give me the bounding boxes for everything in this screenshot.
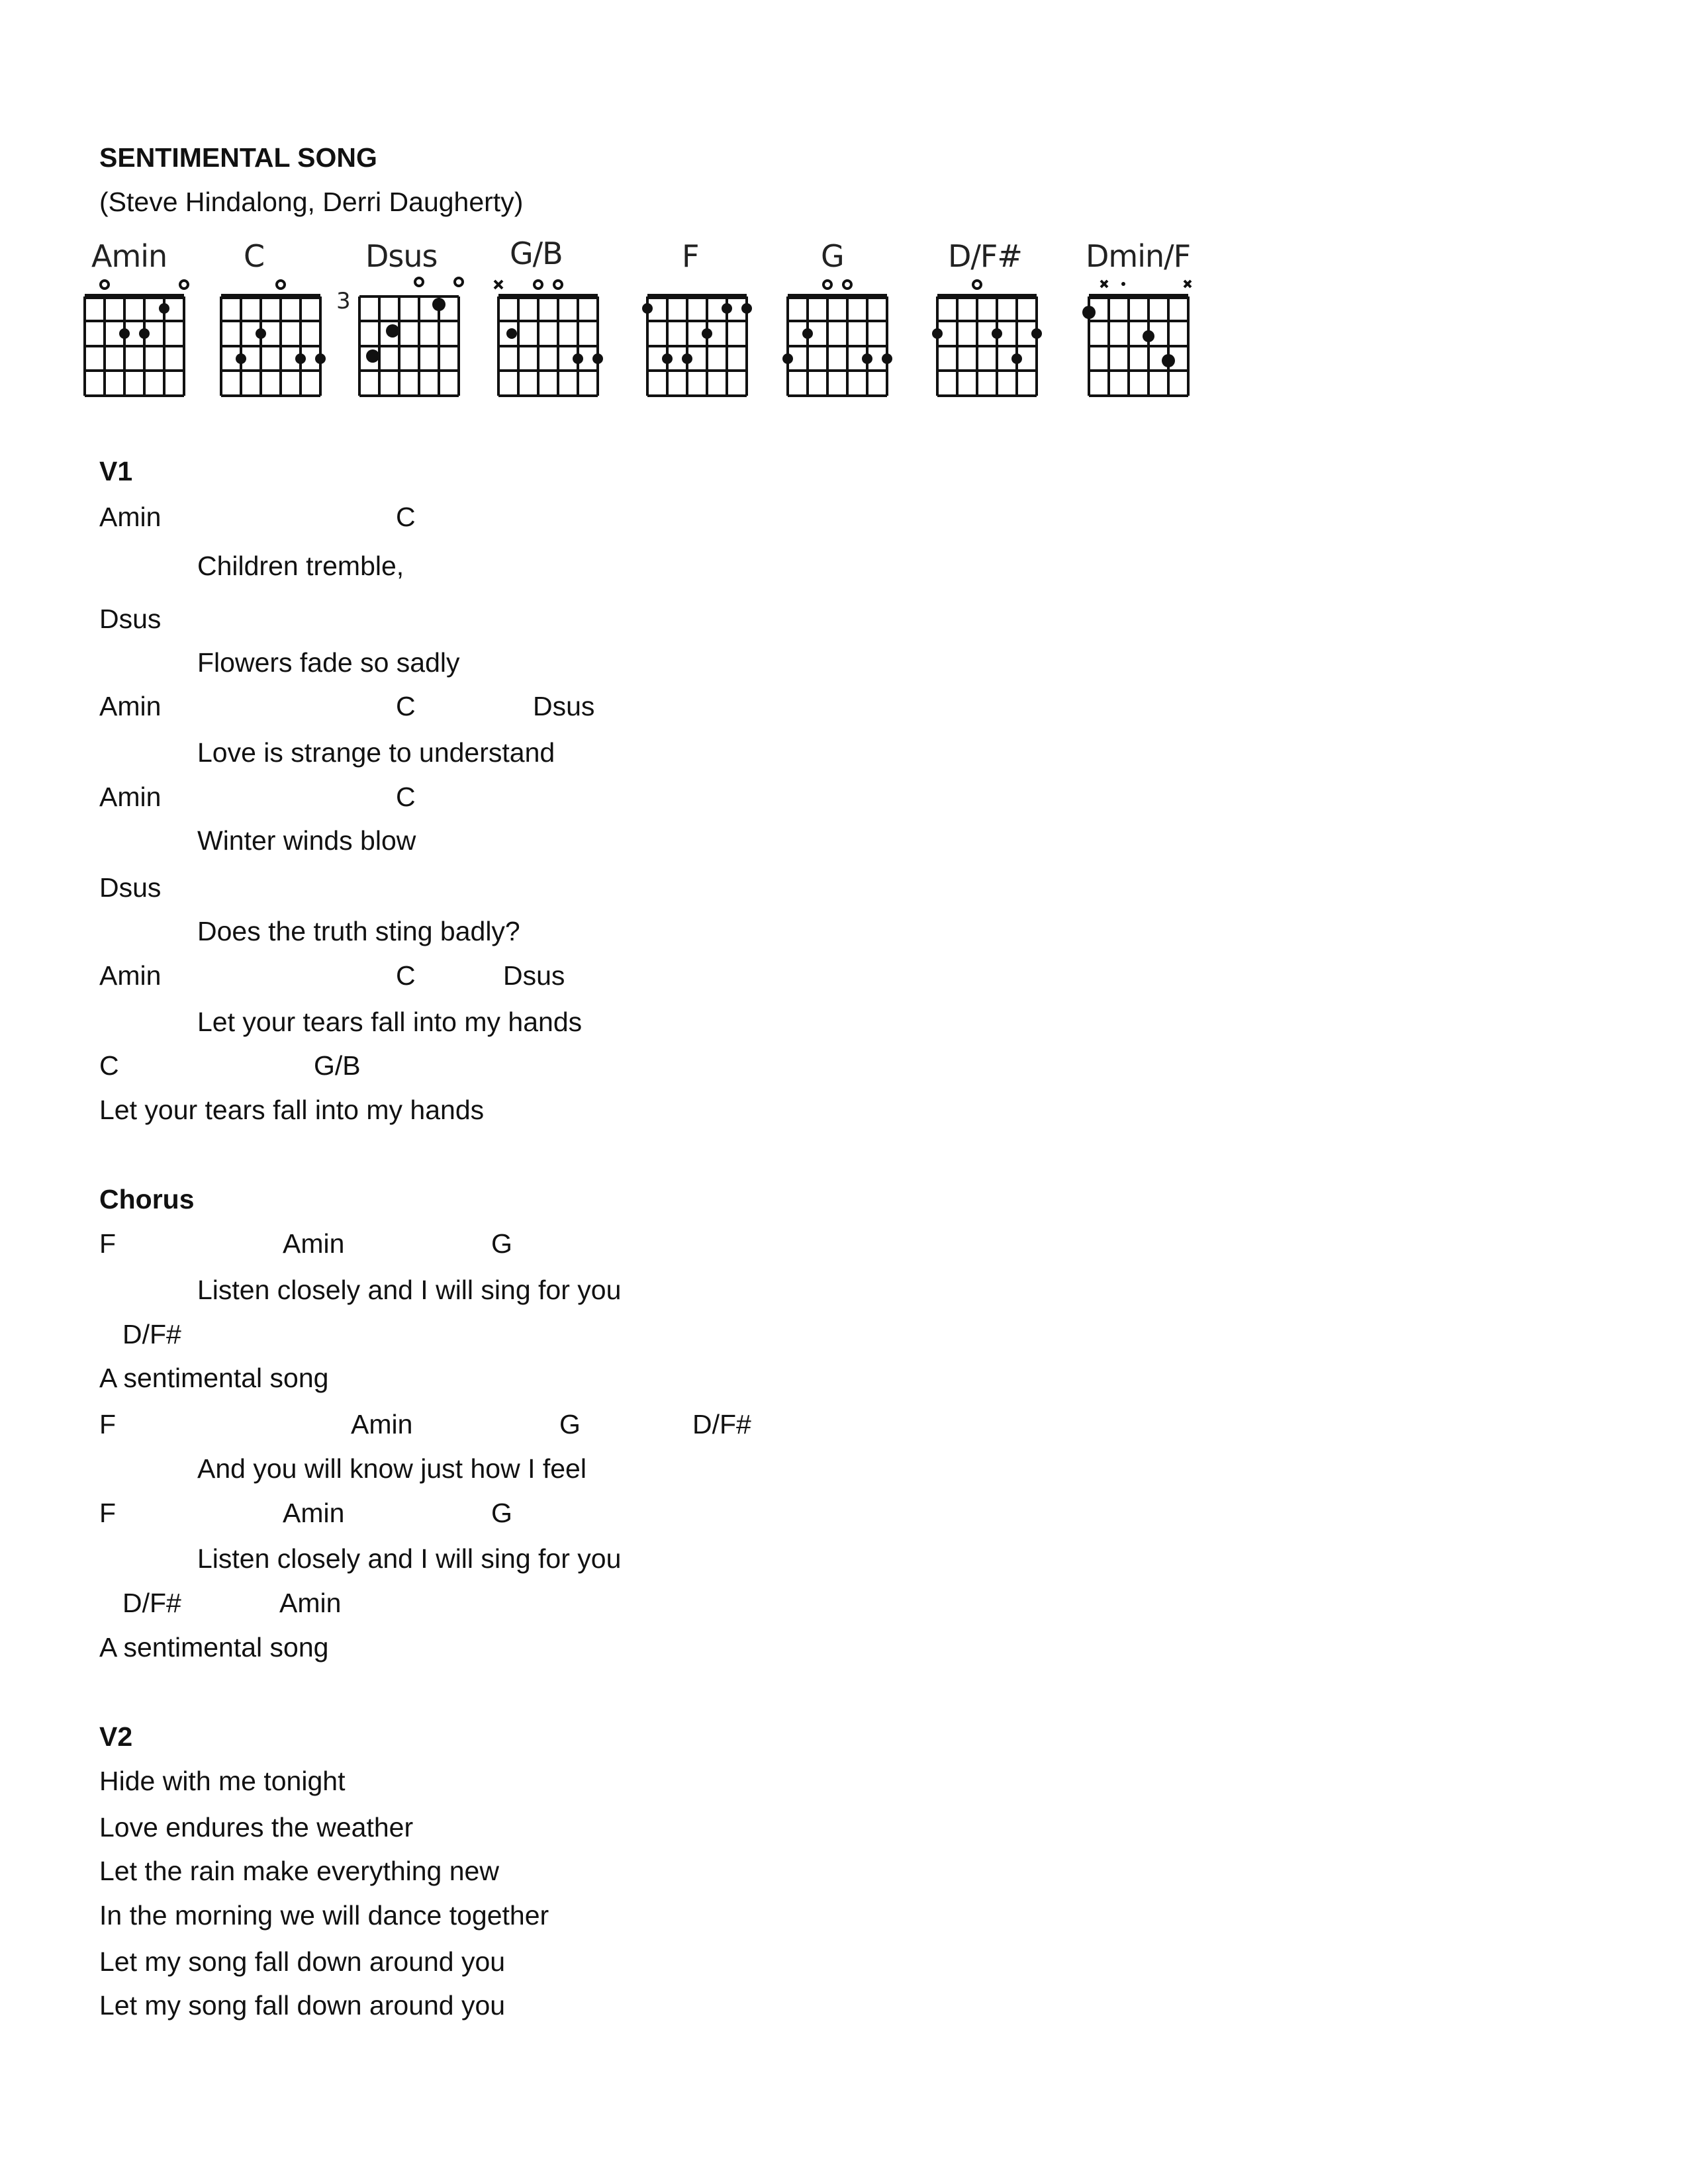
chord-label: F <box>99 1498 117 1528</box>
section-heading-v1: V1 <box>99 456 133 486</box>
chord-label: Dsus <box>99 872 162 903</box>
chord-diagram-fret-number: 3 <box>336 288 350 314</box>
chord-label: Dsus <box>503 960 565 991</box>
chord-label: F <box>99 1228 117 1259</box>
lyric-line: Love is strange to understand <box>197 737 555 768</box>
chord-diagram-c <box>216 278 332 404</box>
chord-label: Amin <box>351 1409 413 1439</box>
chord-diagram-dmin-f <box>1084 278 1199 404</box>
lyric-line: Listen closely and I will sing for you <box>197 1543 622 1574</box>
chord-label: G <box>559 1409 581 1439</box>
chord-label: Amin <box>99 691 162 721</box>
chord-label: G/B <box>314 1050 361 1081</box>
lyric-line: In the morning we will dance together <box>99 1900 549 1931</box>
chord-label: C <box>396 691 416 721</box>
chord-label: D/F# <box>122 1319 181 1349</box>
lyric-line: Hide with me tonight <box>99 1766 346 1796</box>
chord-diagram-amin <box>79 278 195 404</box>
lyric-line: Winter winds blow <box>197 825 416 856</box>
chord-diagram-d-fsharp <box>932 278 1048 404</box>
lyric-line: Love endures the weather <box>99 1812 414 1843</box>
chord-diagram-name: C <box>244 238 265 274</box>
lyric-line: And you will know just how I feel <box>197 1453 586 1484</box>
lyric-line: A sentimental song <box>99 1363 329 1393</box>
chord-label: C <box>396 960 416 991</box>
chord-diagram-name: F <box>682 238 699 274</box>
chord-label: D/F# <box>692 1409 751 1439</box>
chord-diagram-name: Amin <box>91 238 167 274</box>
chord-diagram-dsus <box>354 278 470 404</box>
lyric-line: Let the rain make everything new <box>99 1856 499 1886</box>
lyric-line: Does the truth sting badly? <box>197 916 520 946</box>
lyric-line: Let your tears fall into my hands <box>99 1095 485 1125</box>
chord-diagram-name: G <box>821 238 844 274</box>
lyric-line: Let your tears fall into my hands <box>197 1007 583 1037</box>
chord-label: C <box>396 782 416 812</box>
chord-label: Amin <box>283 1498 345 1528</box>
lyric-line: Children tremble, <box>197 551 404 581</box>
chord-label: Dsus <box>99 604 162 634</box>
chord-diagram-name: D/F# <box>948 238 1022 274</box>
chord-label: Amin <box>99 782 162 812</box>
lyric-line: Let my song fall down around you <box>99 1990 506 2021</box>
chord-diagram-name: Dmin/F <box>1086 238 1191 274</box>
chord-label: Dsus <box>533 691 595 721</box>
chord-label: Amin <box>283 1228 345 1259</box>
chord-label: G <box>491 1228 512 1259</box>
lyric-line: Listen closely and I will sing for you <box>197 1275 622 1305</box>
section-heading-chorus: Chorus <box>99 1184 195 1214</box>
chord-diagram-name: G/B <box>510 236 563 271</box>
chord-label: C <box>99 1050 119 1081</box>
chord-label: C <box>396 502 416 532</box>
chord-label: D/F# <box>122 1588 181 1618</box>
song-credits: (Steve Hindalong, Derri Daugherty) <box>99 187 524 217</box>
chord-diagram-g-b <box>493 278 609 404</box>
section-heading-v2: V2 <box>99 1721 133 1752</box>
chord-diagram-g <box>782 278 898 404</box>
song-title: SENTIMENTAL SONG <box>99 142 377 173</box>
chord-label: Amin <box>99 502 162 532</box>
chord-diagram-name: Dsus <box>365 238 438 274</box>
lyric-line: A sentimental song <box>99 1632 329 1662</box>
chord-label: Amin <box>279 1588 342 1618</box>
chord-label: F <box>99 1409 117 1439</box>
lyric-line: Flowers fade so sadly <box>197 647 460 678</box>
lyric-line: Let my song fall down around you <box>99 1946 506 1977</box>
chord-label: G <box>491 1498 512 1528</box>
chord-diagram-f <box>642 278 758 404</box>
chord-label: Amin <box>99 960 162 991</box>
